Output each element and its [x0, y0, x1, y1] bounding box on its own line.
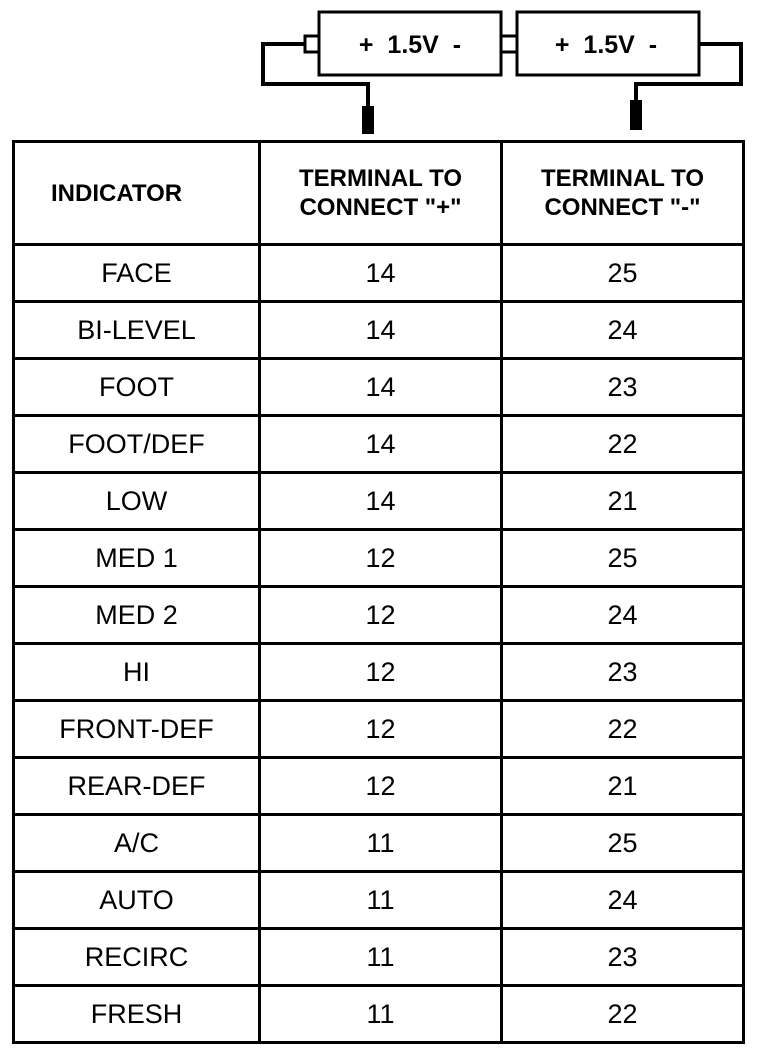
plus-terminal-cell: 14	[260, 245, 502, 302]
indicator-cell: REAR-DEF	[14, 758, 260, 815]
indicator-cell: BI-LEVEL	[14, 302, 260, 359]
plus-terminal-cell: 14	[260, 416, 502, 473]
series-connector	[500, 36, 518, 52]
indicator-cell: MED 1	[14, 530, 260, 587]
indicator-cell: FOOT/DEF	[14, 416, 260, 473]
table-header-row	[14, 142, 744, 245]
battery-1	[305, 12, 501, 75]
table-row	[14, 587, 744, 644]
battery-2-label: + 1.5V -	[554, 31, 658, 59]
indicator-cell: FRESH	[14, 986, 260, 1043]
indicator-cell: RECIRC	[14, 929, 260, 986]
minus-terminal-cell: 24	[502, 587, 744, 644]
header-indicator	[14, 142, 260, 245]
indicator-cell: AUTO	[14, 872, 260, 929]
plus-terminal-cell: 11	[260, 815, 502, 872]
plus-terminal-cell: 12	[260, 644, 502, 701]
minus-terminal-cell: 25	[502, 815, 744, 872]
table-row	[14, 530, 744, 587]
plus-terminal-cell: 14	[260, 302, 502, 359]
table-row	[14, 359, 744, 416]
plus-terminal-cell: 11	[260, 929, 502, 986]
minus-terminal-cell: 25	[502, 245, 744, 302]
table-row	[14, 302, 744, 359]
table-row	[14, 701, 744, 758]
plus-terminal-cell: 12	[260, 758, 502, 815]
negative-probe-icon	[630, 100, 642, 130]
battery-1-terminal-icon	[305, 36, 319, 52]
indicator-terminal-table	[12, 140, 745, 1044]
plus-terminal-cell: 11	[260, 872, 502, 929]
header-terminal-minus-line2: CONNECT "-"	[544, 194, 701, 221]
table-row	[14, 644, 744, 701]
minus-terminal-cell: 21	[502, 758, 744, 815]
plus-terminal-cell: 12	[260, 587, 502, 644]
table-row	[14, 245, 744, 302]
minus-terminal-cell: 23	[502, 644, 744, 701]
indicator-cell: FOOT	[14, 359, 260, 416]
minus-terminal-cell: 22	[502, 986, 744, 1043]
indicator-cell: MED 2	[14, 587, 260, 644]
indicator-cell: LOW	[14, 473, 260, 530]
header-terminal-plus-line2: CONNECT "+"	[299, 194, 462, 221]
indicator-cell: FACE	[14, 245, 260, 302]
minus-terminal-cell: 24	[502, 302, 744, 359]
table-row	[14, 872, 744, 929]
minus-terminal-cell: 21	[502, 473, 744, 530]
minus-terminal-cell: 22	[502, 701, 744, 758]
plus-terminal-cell: 11	[260, 986, 502, 1043]
positive-probe-icon	[362, 106, 374, 134]
indicator-cell: FRONT-DEF	[14, 701, 260, 758]
battery-wiring-diagram	[0, 0, 768, 140]
minus-terminal-cell: 23	[502, 359, 744, 416]
table-row	[14, 473, 744, 530]
header-terminal-minus	[502, 142, 744, 245]
header-indicator-text: INDICATOR	[51, 179, 183, 207]
minus-terminal-cell: 23	[502, 929, 744, 986]
table-row	[14, 929, 744, 986]
plus-terminal-cell: 12	[260, 701, 502, 758]
table-row	[14, 815, 744, 872]
minus-terminal-cell: 25	[502, 530, 744, 587]
header-terminal-plus	[260, 142, 502, 245]
minus-terminal-cell: 24	[502, 872, 744, 929]
table-row	[14, 986, 744, 1043]
header-terminal-minus-line1: TERMINAL TO	[540, 165, 705, 192]
indicator-cell: HI	[14, 644, 260, 701]
plus-terminal-cell: 14	[260, 359, 502, 416]
table-row	[14, 416, 744, 473]
battery-1-label: + 1.5V -	[358, 31, 462, 59]
table-body	[14, 245, 744, 1043]
indicator-cell: A/C	[14, 815, 260, 872]
header-terminal-plus-line1: TERMINAL TO	[298, 165, 463, 192]
minus-terminal-cell: 22	[502, 416, 744, 473]
table-row	[14, 758, 744, 815]
plus-terminal-cell: 14	[260, 473, 502, 530]
battery-2	[517, 12, 699, 75]
plus-terminal-cell: 12	[260, 530, 502, 587]
